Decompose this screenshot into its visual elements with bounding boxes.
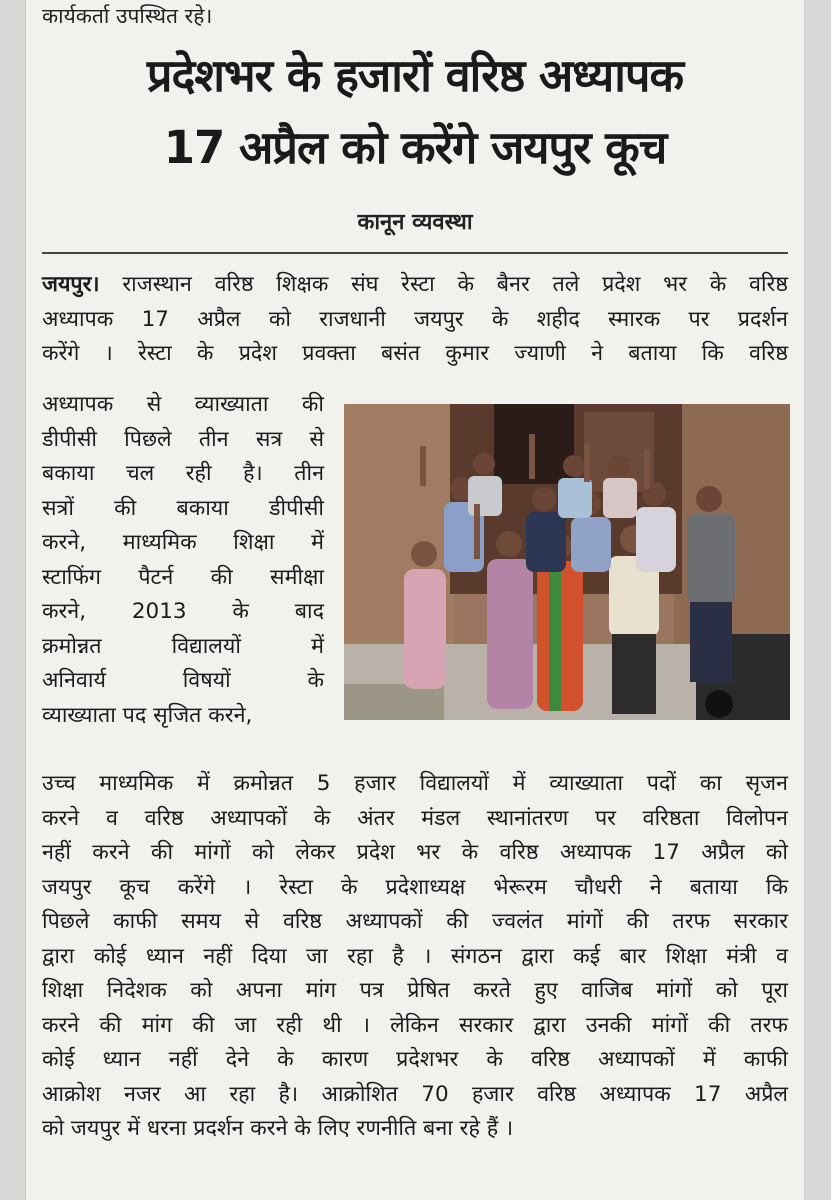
byline-divider — [42, 252, 788, 254]
body-line: करने, 2013 के बाद — [42, 599, 324, 624]
body-line: जयपुर कूच करेंगे । रेस्टा के प्रदेशाध्यक्ष भेरूरम चौधरी ने बताया कि — [42, 874, 788, 900]
body-line: अनिवार्य विषयों के — [42, 668, 324, 693]
article-paragraph-intro — [42, 268, 788, 372]
previous-article-fragment: कार्यकर्ता उपस्थित रहे। — [42, 4, 213, 28]
group-protest-photo — [344, 404, 790, 720]
body-line: क्रमोन्नत विद्यालयों में — [42, 633, 324, 659]
body-line: सत्रों की बकाया डीपीसी — [42, 495, 324, 521]
body-line: शिक्षा निदेशक को अपना मांग पत्र प्रेषित करते हुए वाजिब मांगों को पूरा — [42, 978, 788, 1003]
body-line: पिछले काफी समय से वरिष्ठ अध्यापकों की ज्वलंत मांगों की तरफ सरकार — [42, 909, 788, 934]
body-line: करने, माध्यमिक शिक्षा में — [42, 530, 324, 555]
body-line: नहीं करने की मांगों को लेकर प्रदेश भर के वरिष्ठ अध्यापक 17 अप्रैल को — [42, 840, 788, 865]
body-line: द्वारा कोई ध्यान नहीं दिया जा रहा है । संगठन द्वारा कई बार शिक्षा मंत्री व — [42, 943, 788, 969]
byline: कानून व्यवस्था — [357, 210, 473, 235]
body-line: व्याख्याता पद सृजित करने, — [42, 702, 253, 728]
body-line: कोई ध्यान नहीं देने के कारण प्रदेशभर के वरिष्ठ अध्यापकों में काफी — [42, 1047, 788, 1072]
body-line: करेंगे । रेस्टा के प्रदेश प्रवक्ता बसंत कुमार ज्याणी ने बताया कि वरिष्ठ — [42, 341, 788, 366]
photo-illustration — [344, 404, 790, 720]
body-line: अध्यापक से व्याख्याता की — [42, 392, 324, 417]
newspaper-clipping — [26, 0, 804, 1200]
article-paragraph-main — [42, 767, 788, 1147]
body-line: अध्यापक 17 अप्रैल को राजधानी जयपुर के शहीद स्मारक पर प्रदर्शन — [42, 306, 788, 332]
body-line — [42, 268, 788, 303]
article-paragraph-wrap — [42, 388, 324, 733]
body-line: उच्च माध्यमिक में क्रमोन्नत 5 हजार विद्यालयों में व्याख्याता पदों का सृजन — [42, 771, 788, 796]
body-line: आक्रोश नजर आ रहा है। आक्रोशित 70 हजार वरिष्ठ अध्यापक 17 अप्रैल — [42, 1081, 788, 1107]
headline-line-1: प्रदेशभर के हजारों वरिष्ठ अध्यापक — [146, 49, 684, 102]
body-line: करने की मांग की जा रही थी । लेकिन सरकार द्वारा उनकी मांगों की तरफ — [42, 1012, 788, 1038]
body-line: को जयपुर में धरना प्रदर्शन करने के लिए रणनीति बना रहे हैं । — [42, 1116, 514, 1141]
body-line: बकाया चल रही है। तीन — [42, 461, 324, 486]
body-line: स्टाफिंग पैटर्न की समीक्षा — [42, 564, 324, 590]
dateline: जयपुर। — [42, 272, 100, 297]
headline-line-2: 17 अप्रैल को करेंगे जयपुर कूच — [163, 121, 667, 174]
body-line: डीपीसी पिछले तीन सत्र से — [42, 426, 324, 452]
body-line: करने व वरिष्ठ अध्यापकों के अंतर मंडल स्थानांतरण पर वरिष्ठता विलोपन — [42, 805, 788, 831]
body-line-text: राजस्थान वरिष्ठ शिक्षक संघ रेस्टा के बैनर तले प्रदेश भर के वरिष्ठ — [99, 272, 788, 297]
